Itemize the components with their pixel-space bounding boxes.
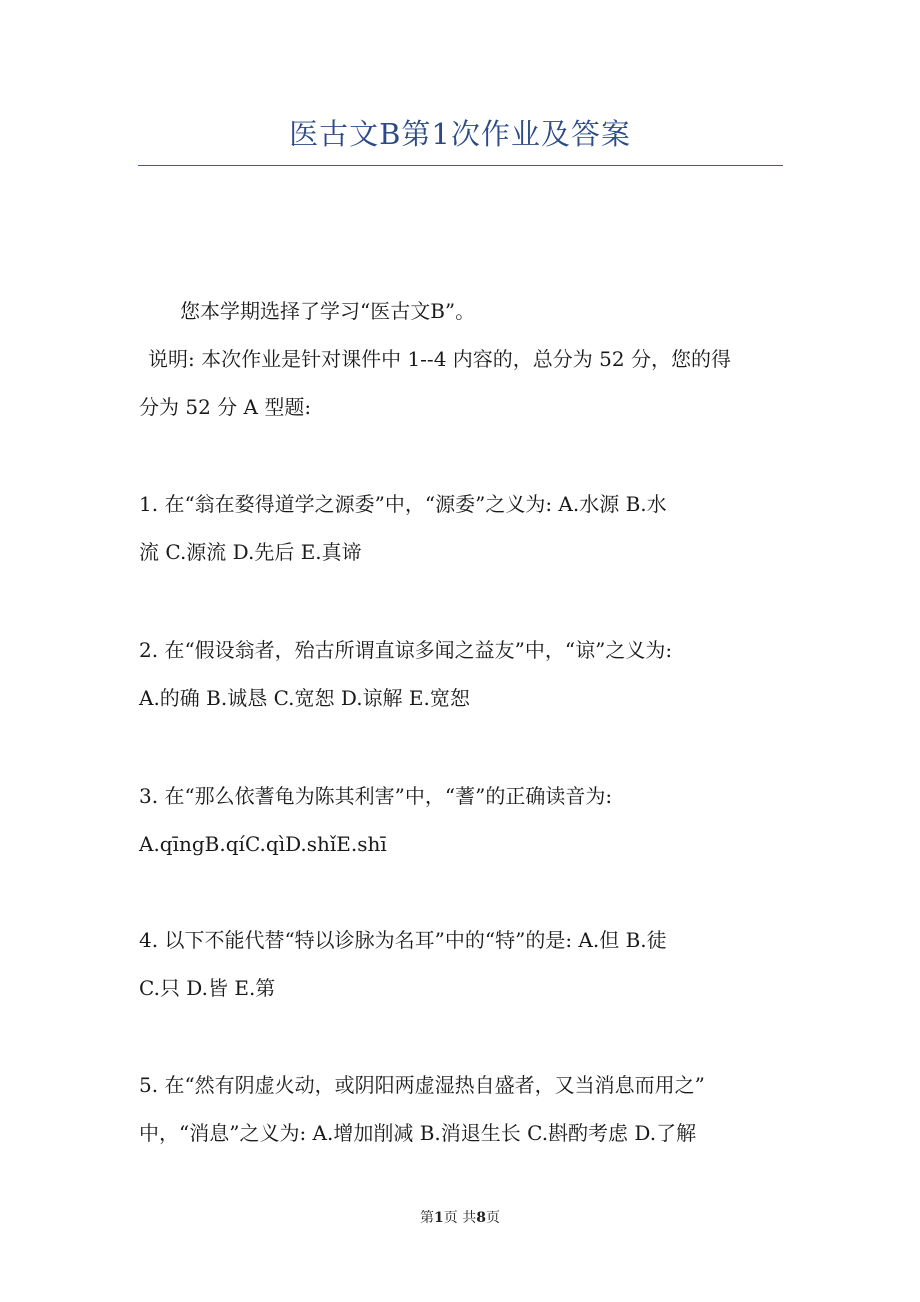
document-title: 医古文B第1次作业及答案 [289, 117, 631, 151]
footer-page-mid: 页 共 [443, 1210, 477, 1226]
footer-page-current: 1 [434, 1210, 444, 1226]
question-line: 中，“消息”之义为: A.增加削减 B.消退生长 C.斟酌考虑 D.了解 [139, 1121, 697, 1145]
question-line: 1. 在“翁在婺得道学之源委”中，“源委”之义为: A.水源 B.水 [139, 492, 667, 516]
question-line: 流 C.源流 D.先后 E.真谛 [139, 540, 362, 564]
note-text-line1: 说明: 本次作业是针对课件中 1--4 内容的，总分为 52 分，您的得 [148, 347, 731, 371]
question-line: 4. 以下不能代替“特以诊脉为名耳”中的“特”的是: A.但 B.徒 [139, 928, 667, 952]
intro-text: 您本学期选择了学习“医古文B”。 [180, 299, 476, 323]
question-line: A.的确 B.诚恳 C.宽恕 D.谅解 E.宽恕 [139, 686, 470, 710]
question-line: A.qīngB.qíC.qìD.shǐE.shī [139, 832, 387, 856]
question-line: 5. 在“然有阴虚火动，或阴阳两虚湿热自盛者，又当消息而用之” [139, 1073, 705, 1097]
footer-page-suffix: 页 [485, 1210, 500, 1226]
note-text-line2: 分为 52 分 A 型题: [139, 395, 312, 419]
page-footer [0, 1207, 920, 1227]
footer-page-prefix: 第 [420, 1210, 435, 1226]
title-divider [138, 165, 783, 166]
question-line: C.只 D.皆 E.第 [139, 976, 276, 1000]
question-line: 3. 在“那么依蓍龟为陈其利害”中，“蓍”的正确读音为: [139, 784, 613, 808]
footer-page-total: 8 [476, 1210, 486, 1226]
question-line: 2. 在“假设翁者，殆古所谓直谅多闻之益友”中，“谅”之义为: [139, 638, 673, 662]
